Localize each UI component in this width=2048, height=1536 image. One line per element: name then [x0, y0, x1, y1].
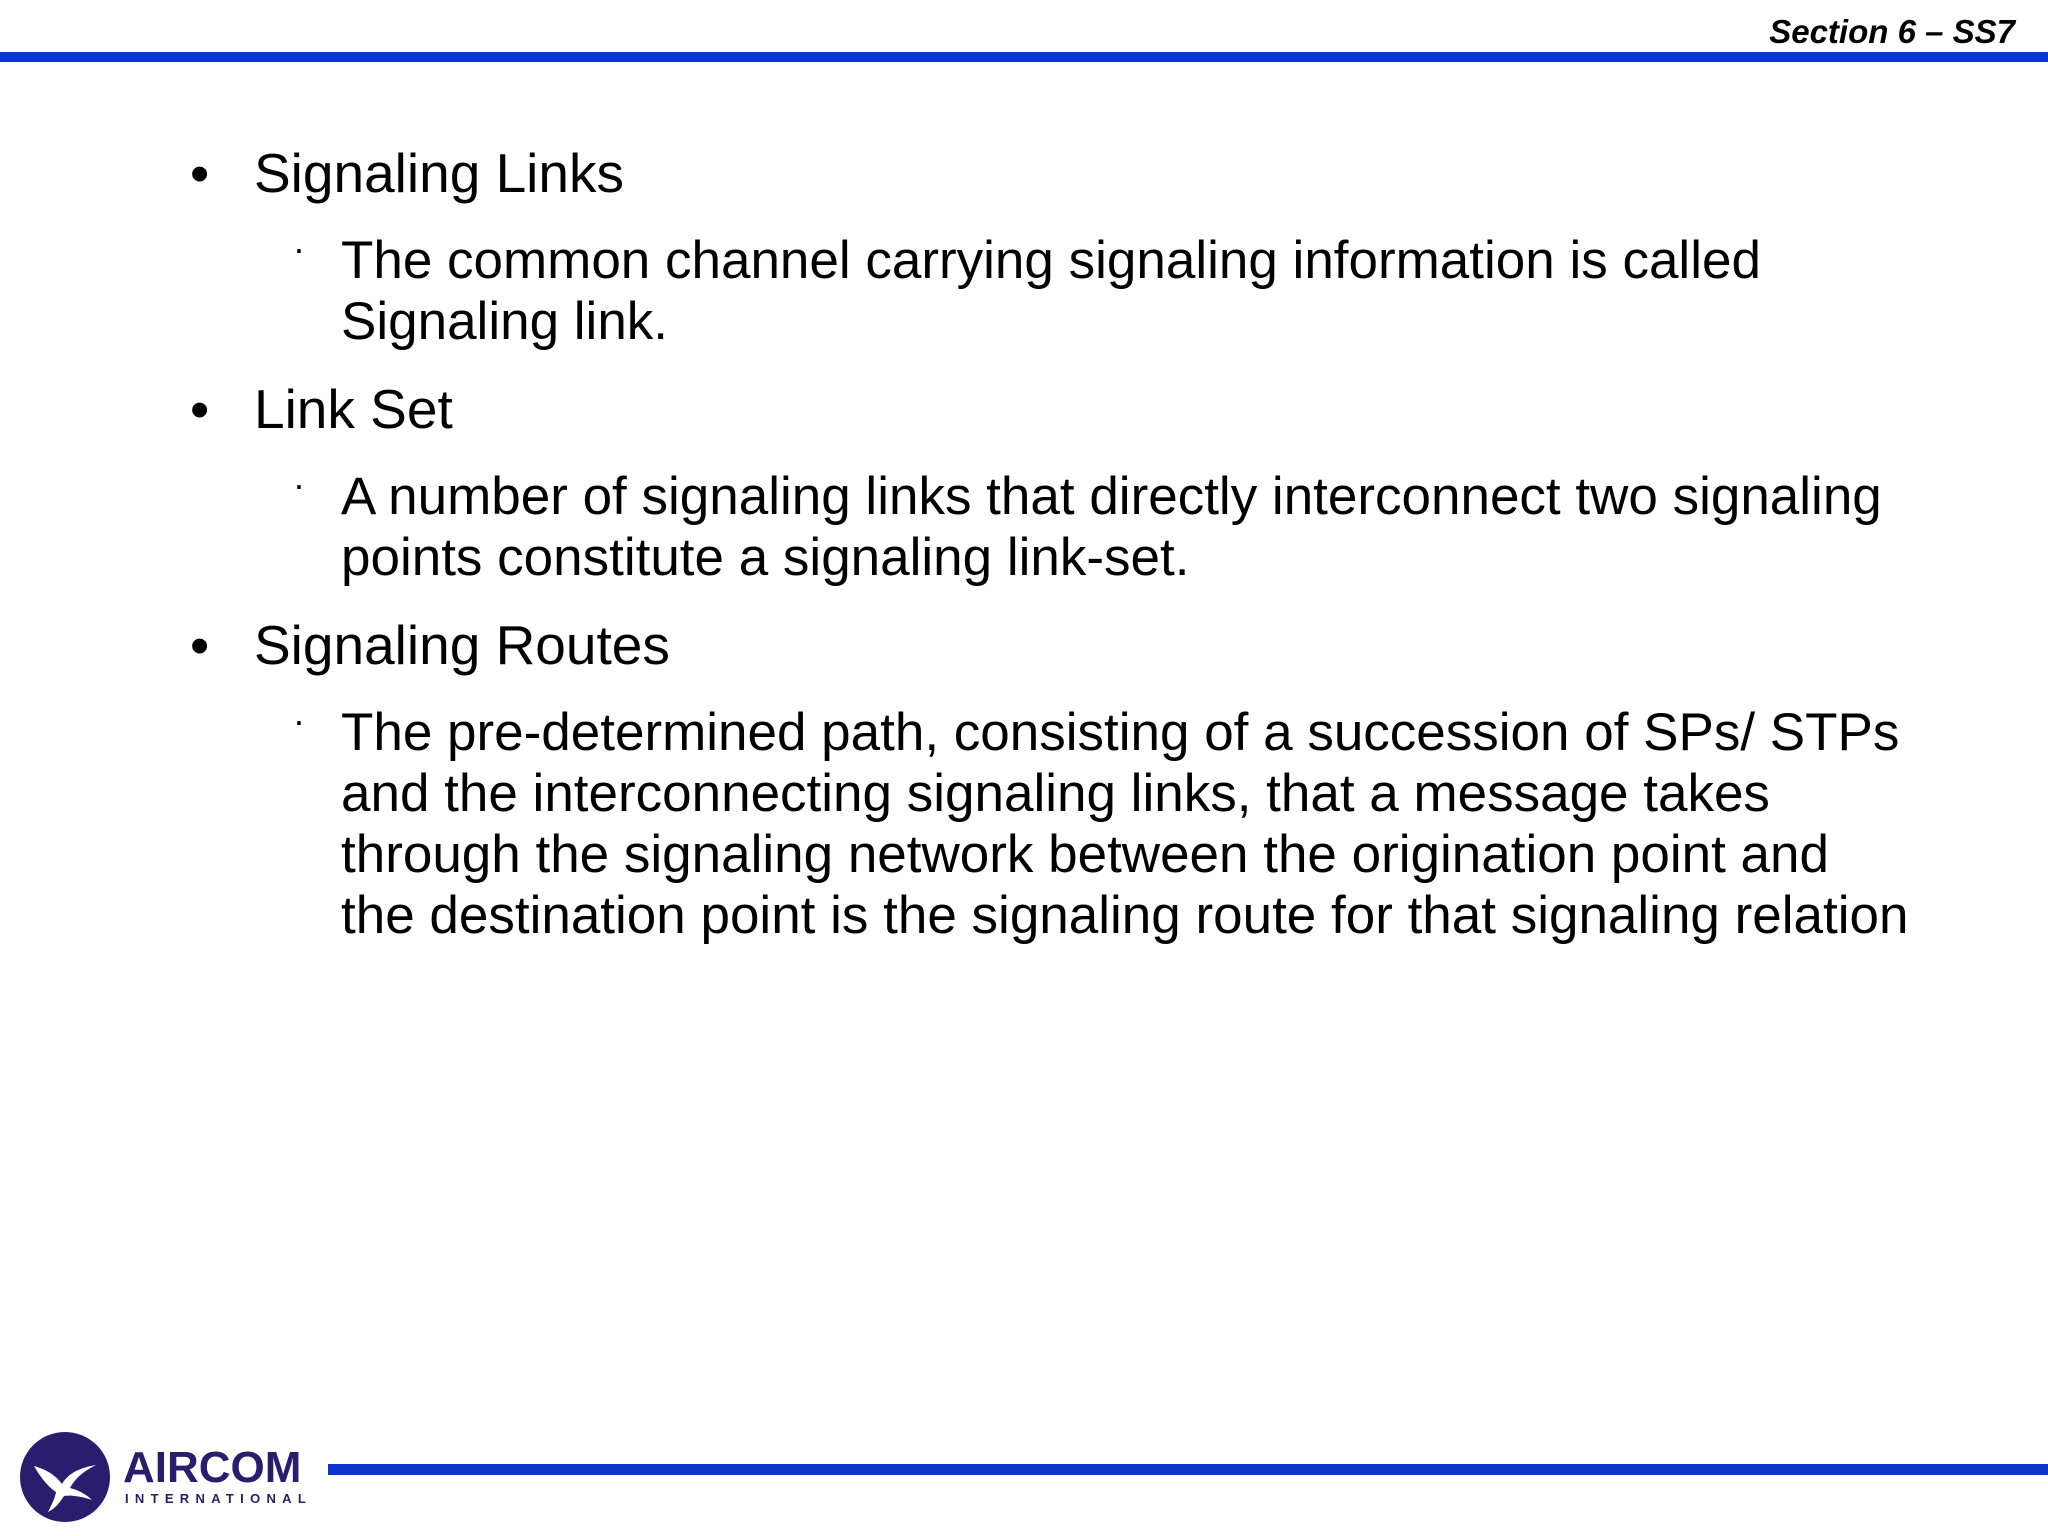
bullet-icon: • [190, 142, 210, 204]
list-item-signaling-links [190, 142, 1910, 352]
bullet-icon: • [190, 614, 210, 676]
header-rule [0, 52, 2048, 62]
bullet-icon: • [190, 378, 210, 440]
sub-bullet-icon: · [293, 228, 305, 269]
bullet-title: Signaling Links [254, 142, 624, 204]
bird-logo-icon [20, 1432, 110, 1522]
bullet-title: Signaling Routes [254, 614, 670, 676]
sub-bullet-item [190, 466, 1910, 588]
section-title: Section 6 – SS7 [1769, 13, 2015, 50]
list-item-link-set [190, 378, 1910, 588]
bullet-item [190, 142, 1910, 204]
slide-content [190, 142, 1910, 972]
list-item-signaling-routes [190, 614, 1910, 946]
bullet-item [190, 378, 1910, 440]
bullet-item [190, 614, 1910, 676]
sub-bullet-item [190, 230, 1910, 352]
bullet-title: Link Set [254, 378, 453, 440]
sub-bullet-icon: · [293, 700, 305, 741]
sub-bullet-text: A number of signaling links that directly interconnect two signaling points constitute a signaling link-set. [341, 467, 1882, 587]
logo-wordmark: AIRCOM [123, 1443, 302, 1492]
sub-bullet-icon: · [293, 464, 305, 505]
aircom-logo [20, 1430, 320, 1530]
sub-bullet-item [190, 702, 1910, 946]
footer-rule [328, 1464, 2048, 1475]
logo-subtitle: INTERNATIONAL [125, 1491, 313, 1506]
sub-bullet-text: The common channel carrying signaling information is called Signaling link. [341, 231, 1761, 351]
sub-bullet-text: The pre-determined path, consisting of a succession of SPs/ STPs and the interconnecting signaling links, that a message takes through the signaling network between the origination point and the destination point is the signaling route for that signaling relation [341, 703, 1909, 945]
